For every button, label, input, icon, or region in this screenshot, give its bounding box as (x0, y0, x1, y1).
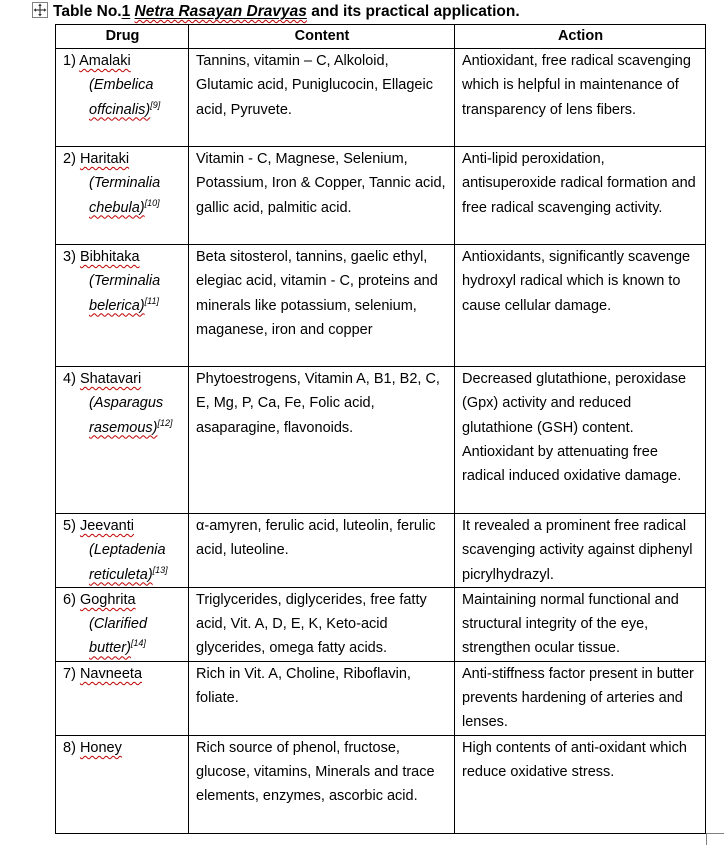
table-row (56, 245, 706, 367)
table-row (56, 367, 706, 514)
table-row (56, 587, 706, 661)
drug-name: Bibhitaka (79, 249, 140, 265)
content-cell: Phytoestrogens, Vitamin A, B1, B2, C, E, Mg, P, Ca, Fe, Folic acid, asaparagine, flavonoids. (189, 367, 455, 514)
drug-name: Jeevanti (79, 518, 134, 534)
drug-latin-line1: (Asparagus (89, 395, 164, 412)
drug-number: 4) (63, 371, 76, 387)
table-caption (53, 2, 520, 22)
drug-cell (56, 735, 189, 833)
table-header-row (56, 25, 706, 49)
drug-number: 3) (63, 249, 76, 265)
content-cell: Rich in Vit. A, Choline, Riboflavin, foliate. (189, 661, 455, 735)
table-row (56, 147, 706, 245)
drug-cell (56, 587, 189, 661)
action-cell: Anti-stiffness factor present in butter prevents hardening of arteries and lenses. (455, 661, 706, 735)
action-cell: Antioxidants, significantly scavenge hydroxyl radical which is known to cause cellular damage. (455, 245, 706, 367)
netra-rasayan-table (55, 24, 706, 834)
drug-name: Navneeta (79, 665, 143, 682)
content-cell: Triglycerides, diglycerides, free fatty acid, Vit. A, D, E, K, Keto-acid glycerides, omega fatty acids. (189, 587, 455, 661)
table-row (56, 661, 706, 735)
action-cell: Decreased glutathione, peroxidase (Gpx) activity and reduced glutathione (GSH) content. Antioxidant by attenuating free radical induced oxidative damage. (455, 367, 706, 514)
action-cell: High contents of anti-oxidant which reduce oxidative stress. (455, 735, 706, 833)
drug-number: 7) (63, 665, 76, 682)
action-cell: Maintaining normal functional and structural integrity of the eye, strengthen ocular tissue. (455, 587, 706, 661)
drug-number: 5) (63, 518, 76, 534)
drug-latin-line2: rasemous) (89, 419, 158, 436)
action-cell: It revealed a prominent free radical scavenging activity against diphenyl picrylhydrazyl. (455, 514, 706, 588)
drug-number: 6) (63, 591, 76, 608)
drug-number: 1) (63, 53, 76, 69)
drug-latin-line2: butter) (89, 640, 131, 657)
action-cell: Antioxidant, free radical scavenging which is helpful in maintenance of transparency of lens fibers. (455, 49, 706, 147)
drug-cell (56, 661, 189, 735)
content-cell: Vitamin - C, Magnese, Selenium, Potassium, Iron & Copper, Tannic acid, gallic acid, palmitic acid. (189, 147, 455, 245)
drug-cell (56, 514, 189, 588)
drug-cell (56, 49, 189, 147)
drug-latin-line2: reticuleta) (89, 566, 153, 583)
drug-latin-line1: (Embelica (89, 77, 154, 94)
caption-prefix: Table No. (53, 3, 122, 20)
table-row (56, 49, 706, 147)
drug-latin-line1: (Terminalia (89, 175, 161, 192)
drug-reference: [12] (157, 417, 173, 428)
drug-latin-line2: offcinalis) (89, 101, 151, 118)
table-row (56, 735, 706, 833)
caption-suffix: and its practical application. (306, 3, 520, 20)
drug-name: Amalaki (79, 53, 131, 69)
drug-latin-line2: belerica) (89, 297, 145, 314)
drug-cell (56, 245, 189, 367)
header-drug: Drug (56, 25, 189, 49)
drug-name: Honey (79, 739, 122, 756)
action-cell: Anti-lipid peroxidation, antisuperoxide radical formation and free radical scavenging activity. (455, 147, 706, 245)
drug-number: 2) (63, 151, 76, 167)
drug-cell (56, 147, 189, 245)
content-cell: α-amyren, ferulic acid, luteolin, ferulic acid, luteoline. (189, 514, 455, 588)
header-content: Content (189, 25, 455, 49)
drug-latin-line2: chebula) (89, 199, 145, 216)
caption-title: Netra Rasayan Dravyas (134, 3, 307, 20)
drug-latin-line1: (Leptadenia (89, 542, 166, 559)
caption-number: 1 (121, 3, 131, 20)
content-cell: Beta sitosterol, tannins, gaelic ethyl, elegiac acid, vitamin - C, proteins and minerals like potassium, selenium, maganese, iron and copper (189, 245, 455, 367)
drug-latin-line1: (Terminalia (89, 273, 161, 290)
page-corner-mark (706, 833, 724, 845)
drug-cell (56, 367, 189, 514)
drug-name: Shatavari (79, 371, 142, 387)
drug-number: 8) (63, 739, 76, 756)
drug-reference: [13] (152, 564, 168, 575)
header-action: Action (455, 25, 706, 49)
table-move-handle-icon[interactable] (32, 2, 48, 18)
drug-reference: [14] (130, 638, 146, 649)
drug-reference: [11] (144, 295, 159, 306)
content-cell: Rich source of phenol, fructose, glucose, vitamins, Minerals and trace elements, enzymes, ascorbic acid. (189, 735, 455, 833)
content-cell: Tannins, vitamin – C, Alkoloid, Glutamic acid, Puniglucocin, Ellageic acid, Pyruvete. (189, 49, 455, 147)
drug-reference: [10] (144, 197, 160, 208)
drug-reference: [9] (150, 99, 161, 110)
drug-name: Haritaki (79, 151, 130, 167)
table-row (56, 514, 706, 588)
drug-latin-line1: (Clarified (89, 616, 148, 633)
drug-name: Goghrita (79, 591, 136, 608)
